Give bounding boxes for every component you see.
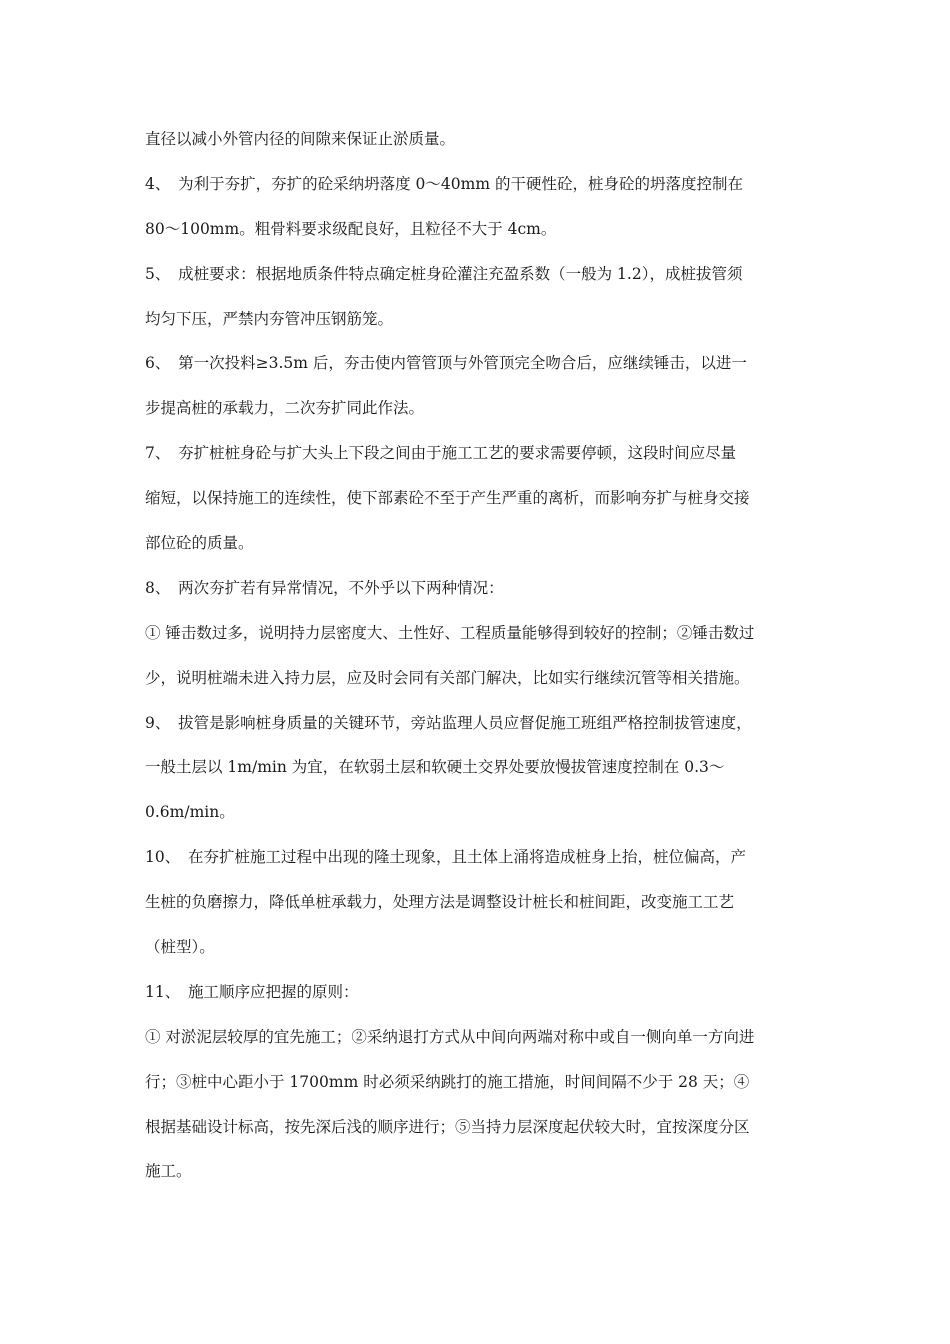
list-item-4: 4、 为利于夯扩，夯扩的砼采纳坍落度 0～40mm 的干硬性砼，桩身砼的坍落度控制在	[145, 174, 743, 193]
list-item-11: 11、 施工顺序应把握的原则：	[145, 982, 359, 1001]
text-line: 一般土层以 1m/min 为宜，在软弱土层和软硬土交界处要放慢拔管速度控制在 0.3～	[145, 758, 725, 777]
text-line: ① 锤击数过多，说明持力层密度大、土性好、工程质量能够得到较好的控制；②锤击数过	[145, 623, 755, 642]
text-line: 行；③桩中心距小于 1700mm 时必须采纳跳打的施工措施，时间间隔不少于 28 天；④	[145, 1072, 750, 1091]
list-item-9: 9、 拔管是影响桩身质量的关键环节，旁站监理人员应督促施工班组严格控制拔管速度，	[145, 713, 752, 732]
text-line: 步提高桩的承载力，二次夯扩同此作法。	[145, 399, 425, 418]
text-line: 施工。	[145, 1162, 192, 1181]
list-item-8: 8、 两次夯扩若有异常情况，不外乎以下两种情况：	[145, 578, 504, 597]
document-body	[145, 117, 810, 1194]
text-line: 0.6m/min。	[145, 803, 235, 822]
text-line: 少，说明桩端未进入持力层，应及时会同有关部门解决，比如实行继续沉管等相关措施。	[145, 668, 750, 687]
text-line: 80～100mm。粗骨料要求级配良好，且粒径不大于 4cm。	[145, 219, 557, 238]
list-item-10: 10、 在夯扩桩施工过程中出现的隆土现象，且土体上涌将造成桩身上抬，桩位偏高，产	[145, 848, 746, 867]
text-line: 均匀下压，严禁内夯管冲压钢筋笼。	[145, 309, 394, 328]
text-line: 生桩的负磨擦力，降低单桩承载力，处理方法是调整设计桩长和桩间距，改变施工工艺	[145, 893, 735, 912]
list-item-7: 7、 夯扩桩桩身砼与扩大头上下段之间由于施工工艺的要求需要停顿，这段时间应尽量	[145, 444, 737, 463]
list-item-5: 5、 成桩要求：根据地质条件特点确定桩身砼灌注充盈系数（一般为 1.2），成桩拔管须	[145, 264, 743, 283]
text-line: 直径以减小外管内径的间隙来保证止淤质量。	[145, 130, 456, 148]
text-line: 部位砼的质量。	[145, 534, 254, 553]
text-line: 根据基础设计标高，按先深后浅的顺序进行；⑤当持力层深度起伏较大时，宜按深度分区	[145, 1117, 750, 1136]
list-item-6: 6、 第一次投料≥3.5m 后，夯击使内管管顶与外管顶完全吻合后，应继续锤击，以进一	[145, 354, 747, 373]
text-line: 缩短，以保持施工的连续性，使下部素砼不至于产生严重的离析，而影响夯扩与桩身交接	[145, 489, 750, 508]
text-line: （桩型）。	[145, 938, 215, 957]
text-line: ① 对淤泥层较厚的宜先施工；②采纳退打方式从中间向两端对称中或自一侧向单一方向进	[145, 1027, 755, 1046]
